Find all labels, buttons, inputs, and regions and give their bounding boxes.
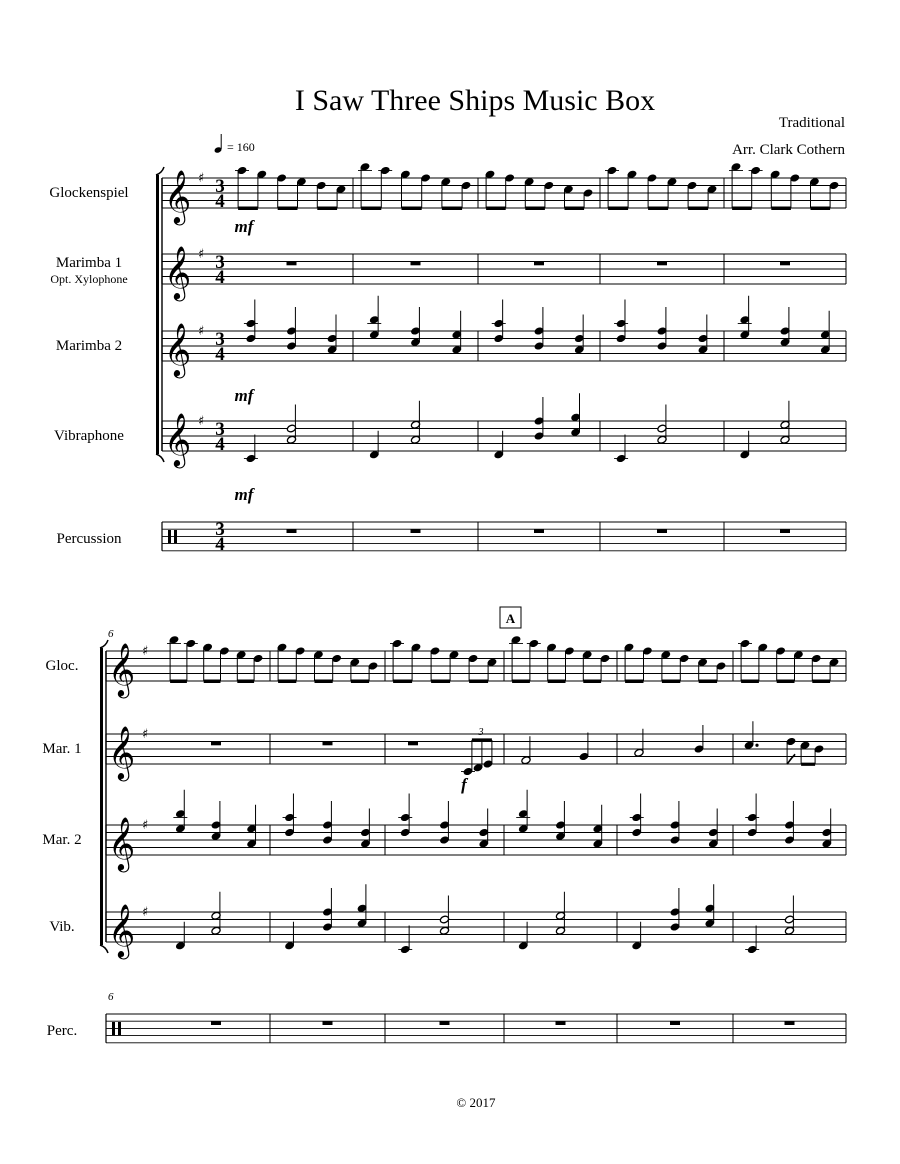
rehearsal-mark: A xyxy=(505,611,516,626)
composer-credit: Traditional xyxy=(778,115,845,131)
whole-rest xyxy=(670,1021,680,1025)
dynamic-marking-mf: mf xyxy=(234,386,254,405)
time-signature-bottom: 4 xyxy=(215,191,225,212)
whole-rest xyxy=(408,742,418,746)
whole-rest xyxy=(287,529,297,533)
whole-rest xyxy=(440,1021,450,1025)
dynamic-marking-f: f xyxy=(461,775,467,794)
dynamic-marking-mf: mf xyxy=(234,485,254,504)
whole-rest xyxy=(785,1021,795,1025)
instrument-name: Glockenspiel xyxy=(49,185,129,201)
treble-clef-icon: 𝄞 xyxy=(164,169,192,223)
dotted-note-dot xyxy=(755,744,758,747)
system-1 xyxy=(49,162,846,555)
whole-rest xyxy=(211,1021,221,1025)
instrument-subname: Opt. Xylophone xyxy=(50,272,128,286)
treble-clef-icon: 𝄞 xyxy=(164,245,192,299)
time-signature-top: 3 xyxy=(215,419,225,440)
instrument-name: Vibraphone xyxy=(54,428,124,444)
whole-rest xyxy=(534,262,544,266)
bracket-hook xyxy=(100,945,108,953)
treble-clef-icon: 𝄞 xyxy=(108,725,136,779)
arranger-credit: Arr. Clark Cothern xyxy=(732,142,845,158)
instrument-name: Mar. 1 xyxy=(42,741,82,757)
key-signature-sharp-icon: ♯ xyxy=(142,905,149,920)
whole-rest xyxy=(780,262,790,266)
treble-clef-icon: 𝄞 xyxy=(108,816,136,870)
note-flag xyxy=(787,754,795,764)
measure-number: 6 xyxy=(108,628,114,640)
whole-rest xyxy=(556,1021,566,1025)
time-signature-top: 3 xyxy=(215,519,225,540)
system-bracket xyxy=(156,175,159,454)
tempo-text: = 160 xyxy=(227,140,255,154)
key-signature-sharp-icon: ♯ xyxy=(142,644,149,659)
instrument-name: Percussion xyxy=(56,531,122,547)
whole-rest xyxy=(534,529,544,533)
perc-measure-number: 6 xyxy=(108,991,114,1003)
system-2 xyxy=(42,635,846,1043)
whole-rest xyxy=(411,529,421,533)
whole-rest xyxy=(211,742,221,746)
key-signature-sharp-icon: ♯ xyxy=(142,818,149,833)
percussion-clef-icon xyxy=(112,1022,115,1035)
instrument-name: Marimba 1 xyxy=(55,255,123,271)
instrument-name: Vib. xyxy=(49,919,75,935)
bracket-hook xyxy=(156,167,164,175)
instrument-name: Mar. 2 xyxy=(42,832,82,848)
whole-rest xyxy=(657,529,667,533)
whole-rest xyxy=(323,1021,333,1025)
percussion-clef-icon xyxy=(174,530,177,543)
whole-rest xyxy=(657,262,667,266)
time-signature-bottom: 4 xyxy=(215,267,225,288)
treble-clef-icon: 𝄞 xyxy=(164,322,192,376)
instrument-name: Gloc. xyxy=(45,658,79,674)
treble-clef-icon: 𝄞 xyxy=(108,642,136,696)
time-signature-top: 3 xyxy=(215,176,225,197)
tempo-marking xyxy=(214,134,255,154)
treble-clef-icon: 𝄞 xyxy=(108,903,136,957)
key-signature-sharp-icon: ♯ xyxy=(198,414,205,429)
system-bracket xyxy=(100,648,103,945)
score-title: I Saw Three Ships Music Box xyxy=(294,84,656,117)
whole-rest xyxy=(287,262,297,266)
treble-clef-icon: 𝄞 xyxy=(164,412,192,466)
key-signature-sharp-icon: ♯ xyxy=(198,247,205,262)
time-signature-bottom: 4 xyxy=(215,534,225,555)
copyright: © 2017 xyxy=(456,1095,496,1110)
instrument-name: Marimba 2 xyxy=(55,338,123,354)
key-signature-sharp-icon: ♯ xyxy=(198,324,205,339)
whole-rest xyxy=(411,262,421,266)
bracket-hook xyxy=(100,640,108,648)
bracket-hook xyxy=(156,454,164,462)
percussion-clef-icon xyxy=(118,1022,121,1035)
instrument-name: Perc. xyxy=(46,1023,78,1039)
key-signature-sharp-icon: ♯ xyxy=(198,171,205,186)
key-signature-sharp-icon: ♯ xyxy=(142,727,149,742)
time-signature-bottom: 4 xyxy=(215,344,225,365)
time-signature-top: 3 xyxy=(215,329,225,350)
time-signature-bottom: 4 xyxy=(215,434,225,455)
time-signature-top: 3 xyxy=(215,252,225,273)
dynamic-marking-mf: mf xyxy=(234,217,254,236)
whole-rest xyxy=(323,742,333,746)
percussion-clef-icon xyxy=(168,530,171,543)
tuplet-number: 3 xyxy=(478,727,484,738)
whole-rest xyxy=(780,529,790,533)
